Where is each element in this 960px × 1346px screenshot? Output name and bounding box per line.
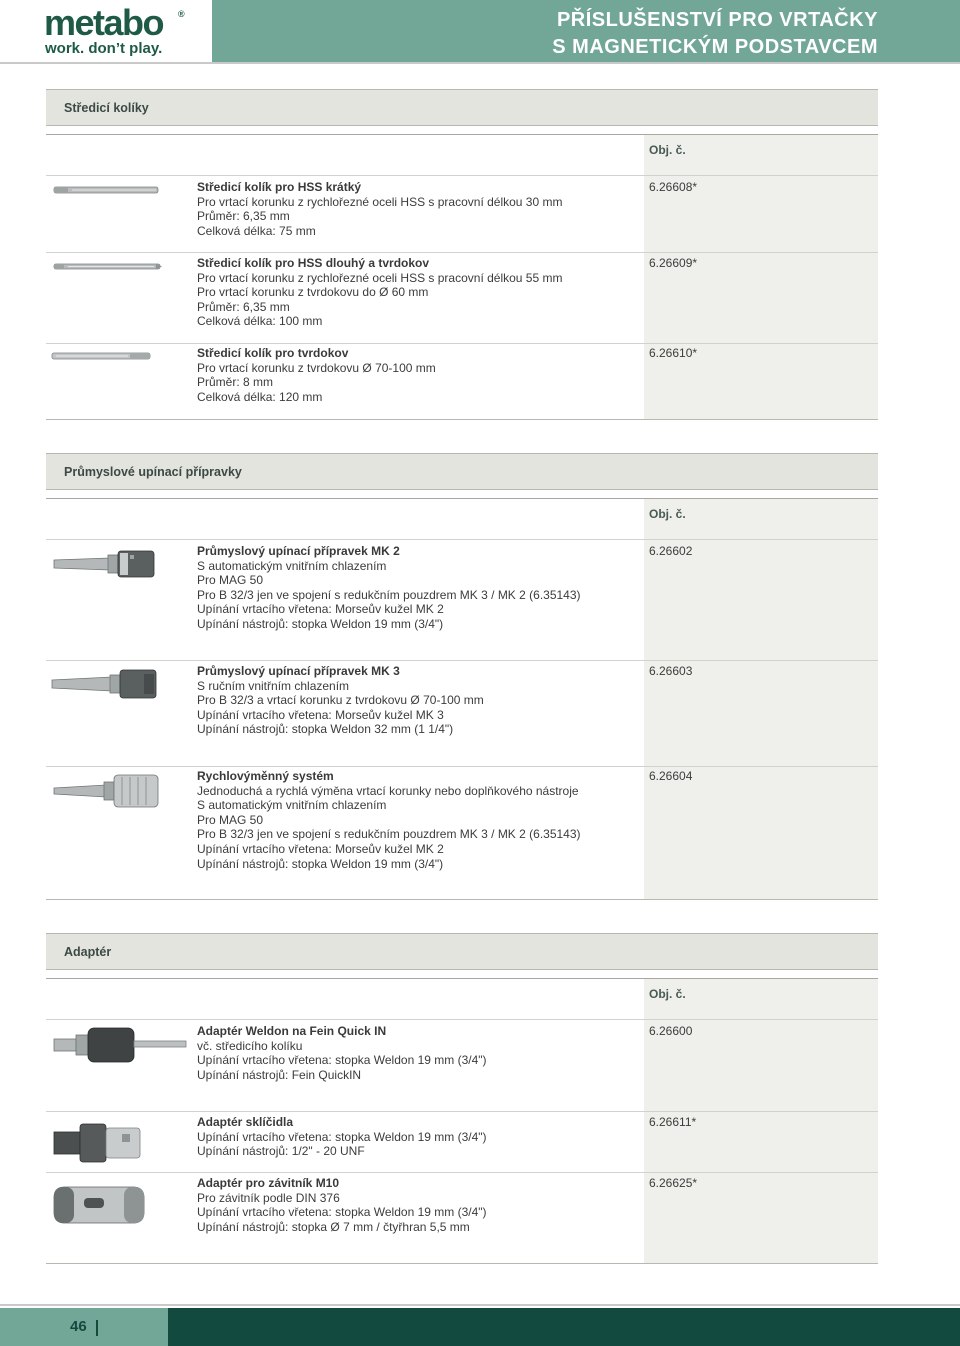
order-number: 6.26625* <box>649 1176 698 1190</box>
tap-adapter-icon <box>52 1184 148 1226</box>
order-number: 6.26600 <box>649 1024 693 1038</box>
product-name: Adaptér pro závitník M10 <box>197 1176 340 1190</box>
product-detail: Upínání nástrojů: 1/2" - 20 UNF <box>197 1144 365 1159</box>
arbor-mk3-icon <box>50 667 160 701</box>
product-detail: Upínání vrtacího vřetena: stopka Weldon 19 mm (3/4") <box>197 1053 487 1068</box>
product-detail: Pro B 32/3 jen ve spojení s redukčním pouzdrem MK 3 / MK 2 (6.35143) <box>197 827 581 842</box>
product-detail: Upínání vrtacího vřetena: stopka Weldon 19 mm (3/4") <box>197 1205 487 1220</box>
product-detail: Celková délka: 100 mm <box>197 314 323 329</box>
section-end-divider <box>46 419 878 420</box>
product-item <box>197 256 637 329</box>
weldon-adapter-icon <box>52 1025 188 1065</box>
order-number-header: Obj. č. <box>649 987 686 1001</box>
order-number-column <box>644 135 878 420</box>
section-title: Průmyslové upínací přípravky <box>64 465 242 479</box>
logo-tagline: work. don’t play. <box>45 40 163 57</box>
page-title-line-1: PŘÍSLUŠENSTVÍ PRO VRTAČKY <box>556 9 878 31</box>
order-number: 6.26603 <box>649 664 693 678</box>
product-name: Středicí kolík pro HSS krátký <box>197 180 362 194</box>
page-header <box>0 0 960 62</box>
logo-registered-mark: ® <box>178 9 185 19</box>
row-divider <box>46 252 878 253</box>
header-divider <box>0 62 960 64</box>
order-number-column <box>644 499 878 900</box>
logo-wordmark: metabo <box>44 2 164 43</box>
row-divider <box>46 175 878 176</box>
section-header-pilot-pins <box>46 89 878 126</box>
chuck-adapter-icon <box>52 1120 144 1166</box>
product-name: Středicí kolík pro HSS dlouhý a tvrdokov <box>197 256 430 270</box>
order-number: 6.26604 <box>649 769 693 783</box>
quick-change-icon <box>52 772 162 810</box>
product-detail: Upínání nástrojů: stopka Ø 7 mm / čtyřhran 5,5 mm <box>197 1219 470 1234</box>
row-divider <box>46 660 878 661</box>
product-name: Středicí kolík pro tvrdokov <box>197 346 349 360</box>
page-title-line-2: S MAGNETICKÝM PODSTAVCEM <box>552 36 878 58</box>
order-number: 6.26610* <box>649 346 698 360</box>
product-detail: Pro vrtací korunku z tvrdokovu Ø 70-100 mm <box>197 360 436 375</box>
product-item <box>197 180 637 238</box>
section-end-divider <box>46 1263 878 1264</box>
row-divider <box>46 539 878 540</box>
section-title: Adaptér <box>64 945 112 959</box>
order-number-header: Obj. č. <box>649 143 686 157</box>
product-detail: Pro vrtací korunku z rychlořezné oceli HSS s pracovní délkou 30 mm <box>197 194 563 209</box>
product-item <box>197 1024 637 1082</box>
product-item <box>197 664 637 737</box>
product-detail: S automatickým vnitřním chlazením <box>197 558 387 573</box>
product-detail: Upínání nástrojů: Fein QuickIN <box>197 1067 362 1082</box>
product-item <box>197 769 637 871</box>
product-detail: Pro MAG 50 <box>197 573 264 588</box>
row-divider <box>46 766 878 767</box>
product-name: Průmyslový upínací přípravek MK 2 <box>197 544 400 558</box>
product-detail: Upínání nástrojů: stopka Weldon 19 mm (3/4") <box>197 856 444 871</box>
order-number: 6.26609* <box>649 256 698 270</box>
arbor-mk2-icon <box>52 547 160 581</box>
product-item <box>197 544 637 632</box>
section-title: Středicí kolíky <box>64 101 149 115</box>
product-detail: Pro závitník podle DIN 376 <box>197 1190 340 1205</box>
title-band <box>212 0 960 62</box>
page-number: 46 <box>70 1318 87 1335</box>
product-detail: Průměr: 6,35 mm <box>197 299 290 314</box>
product-detail: Celková délka: 75 mm <box>197 223 316 238</box>
brand-logo <box>0 0 210 62</box>
product-name: Průmyslový upínací přípravek MK 3 <box>197 664 400 678</box>
row-divider <box>46 1172 878 1173</box>
product-detail: Pro B 32/3 a vrtací korunku z tvrdokovu Ø 70-100 mm <box>197 693 484 708</box>
section-header-industrial-arbors <box>46 453 878 490</box>
footer-divider <box>0 1304 960 1306</box>
order-number-header: Obj. č. <box>649 507 686 521</box>
product-detail: Průměr: 6,35 mm <box>197 209 290 224</box>
product-detail: Upínání nástrojů: stopka Weldon 19 mm (3/4") <box>197 616 444 631</box>
product-detail: Průměr: 8 mm <box>197 375 274 390</box>
product-detail: Celková délka: 120 mm <box>197 389 323 404</box>
section-end-divider <box>46 899 878 900</box>
order-number: 6.26611* <box>649 1115 697 1129</box>
carbide-pin-icon <box>50 350 154 362</box>
long-pin-icon <box>52 260 164 274</box>
order-number: 6.26602 <box>649 544 693 558</box>
product-item <box>197 1176 637 1234</box>
product-detail: Pro vrtací korunku z tvrdokovu do Ø 60 mm <box>197 285 429 300</box>
product-detail: Upínání vrtacího vřetena: Morseův kužel MK 2 <box>197 841 444 856</box>
row-divider <box>46 343 878 344</box>
product-detail: S ručním vnitřním chlazením <box>197 678 350 693</box>
product-detail: Upínání vrtacího vřetena: Morseův kužel MK 2 <box>197 602 444 617</box>
product-detail: Upínání vrtacího vřetena: Morseův kužel MK 3 <box>197 707 444 722</box>
row-divider <box>46 1019 878 1020</box>
product-item <box>197 1115 637 1159</box>
section-header-adapters <box>46 933 878 970</box>
product-name: Adaptér Weldon na Fein Quick IN <box>197 1024 387 1038</box>
product-detail: Jednoduchá a rychlá výměna vrtací korunky nebo doplňkového nástroje <box>197 783 579 798</box>
product-detail: Pro vrtací korunku z rychlořezné oceli HSS s pracovní délkou 55 mm <box>197 270 563 285</box>
product-name: Rychlovýměnný systém <box>197 769 334 783</box>
product-detail: Upínání vrtacího vřetena: stopka Weldon 19 mm (3/4") <box>197 1129 487 1144</box>
product-name: Adaptér sklíčidla <box>197 1115 294 1129</box>
page-number-separator <box>96 1320 98 1336</box>
product-detail: Pro B 32/3 jen ve spojení s redukčním pouzdrem MK 3 / MK 2 (6.35143) <box>197 587 581 602</box>
product-detail: vč. středicího kolíku <box>197 1038 303 1053</box>
product-detail: Upínání nástrojů: stopka Weldon 32 mm (1 1/4") <box>197 722 454 737</box>
order-number: 6.26608* <box>649 180 698 194</box>
product-detail: S automatickým vnitřním chlazením <box>197 798 387 813</box>
product-detail: Pro MAG 50 <box>197 812 264 827</box>
product-item <box>197 346 637 404</box>
row-divider <box>46 1111 878 1112</box>
short-pin-icon <box>52 183 162 197</box>
